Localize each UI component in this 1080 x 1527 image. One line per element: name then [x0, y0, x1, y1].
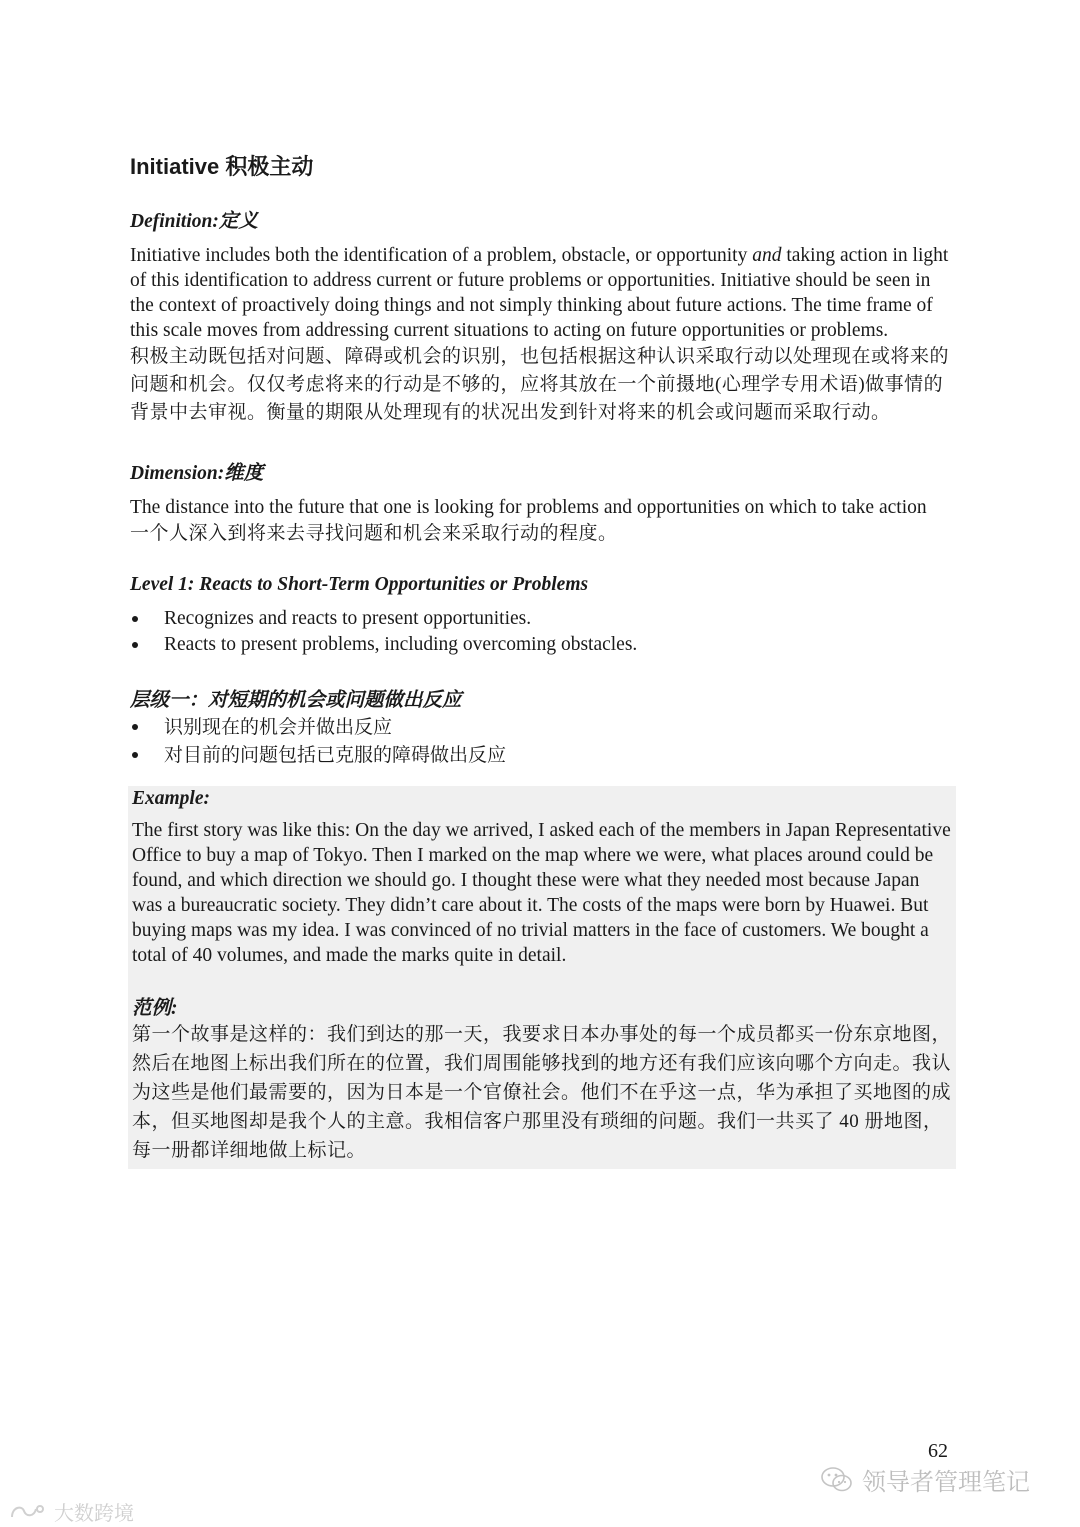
list-item: Reacts to present problems, including overcoming obstacles. — [130, 632, 954, 658]
definition-english: Initiative includes both the identification of a problem, obstacle, or opportunity and taking action in light of this identification to address current or future problems or opportunities. Initiative should be seen in the context of proactively doing things and not simply thinking about future actions. The time frame of this scale moves from addressing current situations to acting on future opportunities or problems. — [130, 245, 949, 341]
wechat-watermark — [820, 1462, 1030, 1497]
document-page — [130, 150, 954, 1169]
brand-watermark — [8, 1497, 134, 1526]
dimension-heading: Dimension:维度 — [130, 463, 264, 484]
level1-list-chinese — [130, 714, 954, 770]
section-title: Initiative 积极主动 — [130, 154, 314, 179]
definition-section — [130, 205, 954, 427]
example-english: The first story was like this: On the day we arrived, I asked each of the members in Japan Representative Office to buy a map of Tokyo. Then I marked on the map where we were, what places around could be found, and which direction we should go. I thought these were what they needed most because Japan was a bureaucratic society. They didn’t care about it. The costs of the maps were born by Huawei. But buying maps was my idea. I was convinced of no trivial matters in the face of customers. We bought a total of 40 volumes, and made the marks quite in detail. — [132, 820, 951, 966]
emphasis-and: and — [752, 245, 782, 266]
list-item: 对目前的问题包括已克服的障碍做出反应 — [130, 742, 954, 770]
watermark-right-text: 领导者管理笔记 — [862, 1468, 1030, 1496]
brand-logo-icon — [8, 1501, 48, 1523]
example-heading-chinese: 范例: — [132, 998, 178, 1019]
example-box — [128, 786, 956, 1169]
dimension-section — [130, 457, 954, 548]
example-heading: Example: — [132, 788, 210, 809]
definition-chinese: 积极主动既包括对问题、障碍或机会的识别，也包括根据这种认识采取行动以处理现在或将来的问题和机会。仅仅考虑将来的行动是不够的，应将其放在一个前摄地(心理学专用术语)做事情的背景中去审视。衡量的期限从处理现有的状况出发到针对将来的机会或问题而采取行动。 — [130, 346, 950, 423]
level1-section — [130, 574, 954, 658]
list-item: 识别现在的机会并做出反应 — [130, 714, 954, 742]
definition-heading: Definition:定义 — [130, 211, 258, 232]
list-item: Recognizes and reacts to present opportunities. — [130, 606, 954, 632]
level1-list — [130, 606, 954, 658]
watermark-left-text: 大数跨境 — [54, 1501, 134, 1525]
level1-chinese-section — [130, 684, 954, 770]
dimension-chinese: 一个人深入到将来去寻找问题和机会来采取行动的程度。 — [130, 523, 618, 544]
dimension-english: The distance into the future that one is looking for problems and opportunities on which to take action — [130, 497, 927, 518]
page-number: 62 — [928, 1440, 948, 1462]
level1-heading-chinese: 层级一：对短期的机会或问题做出反应 — [130, 690, 462, 711]
wechat-icon — [820, 1466, 854, 1494]
level1-heading: Level 1: Reacts to Short-Term Opportunities or Problems — [130, 574, 589, 595]
example-chinese: 第一个故事是这样的：我们到达的那一天，我要求日本办事处的每一个成员都买一份东京地图，然后在地图上标出我们所在的位置，我们周围能够找到的地方还有我们应该向哪个方向走。我认为这些是他们最需要的，因为日本是一个官僚社会。他们不在乎这一点，华为承担了买地图的成本，但买地图却是我个人的主意。我相信客户那里没有琐细的问题。我们一共买了 40 册地图，每一册都详细地做上标记。 — [132, 1024, 952, 1161]
